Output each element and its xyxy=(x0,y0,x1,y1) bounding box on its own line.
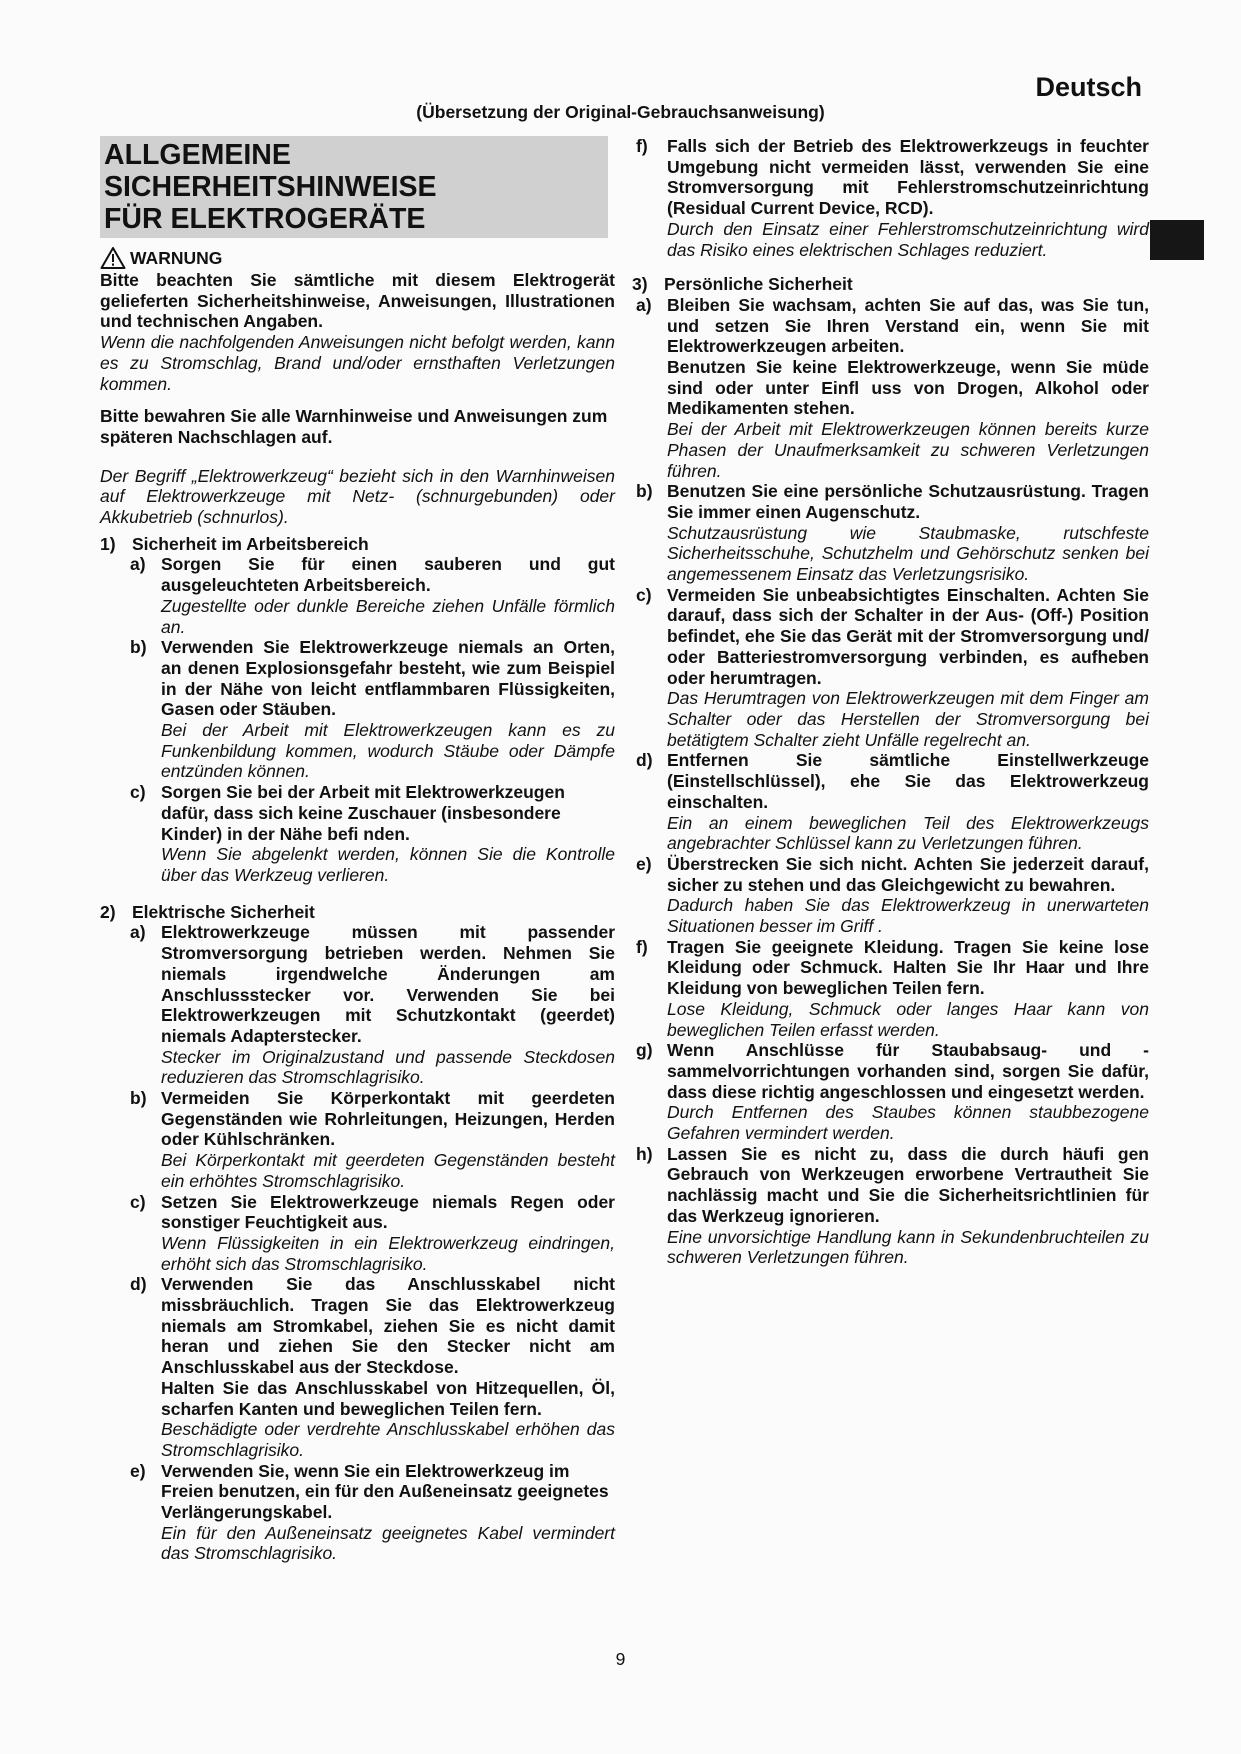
section-1-title: 1) Sicherheit im Arbeitsbereich xyxy=(100,533,369,554)
list-item: c) Vermeiden Sie unbeabsichtigtes Einschalten. Achten Sie darauf, dass sich der Schalter in der Aus- (Off-) Position befindet, ehe Sie das Gerät mit der Stromversorgung und/ oder Batteriestromversorgung verbinden, es aufheben oder herumtragen. Das Herumtragen von Elektrowerkzeugen mit dem Finger am Schalter oder das Herstellen der Stromversorgung bei betätigtem Schalter zieht Unfälle regelrecht an. xyxy=(636,584,1149,750)
warning-triangle-icon xyxy=(100,246,126,270)
list-item: d) Verwenden Sie das Anschlusskabel nicht missbräuchlich. Tragen Sie das Elektrowerkzeug niemals am Stromkabel, ziehen Sie es nicht damit heran und ziehen Sie den Stecker nicht am Anschlusskabel aus der Steckdose. Halten Sie das Anschlusskabel von Hitzequellen, Öl, scharfen Kanten und beweglichen Teilen fern. Beschädigte oder verdrehte Anschlusskabel erhöhen das Stromschlagrisiko. xyxy=(130,1274,615,1460)
right-column xyxy=(632,136,1149,1268)
list-item: a) Elektrowerkzeuge müssen mit passender Stromversorgung betrieben werden. Nehmen Sie niemals irgendwelche Änderungen am Anschlussstecker vor. Verwenden Sie bei Elektrowerkzeugen mit Schutzkontakt (geerdet) niemals Adapterstecker. Stecker im Originalzustand und passende Steckdosen reduzieren das Stromschlagrisiko. xyxy=(130,922,615,1088)
list-item: h) Lassen Sie es nicht zu, dass die durch häufi gen Gebrauch von Werkzeugen erworbene Vertrautheit Sie nachlässig macht und Sie die Sicherheitsrichtlinien für das Werkzeug ignorieren. Eine unvorsichtige Handlung kann in Sekundenbruchteilen zu schweren Verletzungen führen. xyxy=(636,1143,1149,1268)
section-tab-marker xyxy=(1150,220,1204,260)
keep-instructions-notice: Bitte bewahren Sie alle Warnhinweise und Anweisungen zum späteren Nachschlagen auf. xyxy=(100,406,608,447)
list-item: e) Verwenden Sie, wenn Sie ein Elektrowerkzeug im Freien benutzen, ein für den Außeneinsatz geeignetes Verlängerungskabel. Ein für den Außeneinsatz geeignetes Kabel vermindert das Stromschlagrisiko. xyxy=(130,1460,615,1564)
list-item: c) Setzen Sie Elektrowerkzeuge niemals Regen oder sonstiger Feuchtigkeit aus. Wenn Flüssigkeiten in ein Elektrowerkzeug eindringen, erhöht sich das Stromschlagrisiko. xyxy=(130,1191,615,1274)
warning-text: Bitte beachten Sie sämtliche mit diesem Elektrogerät gelieferten Sicherheitshinweise, Anweisungen, Illustrationen und technischen Angaben. xyxy=(100,270,615,332)
list-item: b) Vermeiden Sie Körperkontakt mit geerdeten Gegenständen wie Rohrleitungen, Heizungen, Herden oder Kühlschränken. Bei Körperkontakt mit geerdeten Gegenständen besteht ein erhöhtes Stromschlagrisiko. xyxy=(130,1088,615,1191)
list-item: a) Bleiben Sie wachsam, achten Sie auf das, was Sie tun, und setzen Sie Ihren Verstand ein, wenn Sie mit Elektrowerkzeugen arbeiten. Benutzen Sie keine Elektrowerkzeuge, wenn Sie müde sind oder unter Einfl uss von Drogen, Alkohol oder Medikamenten stehen. Bei der Arbeit mit Elektrowerkzeugen können bereits kurze Phasen der Unaufmerksamkeit zu schweren Verletzungen führen. xyxy=(636,294,1149,481)
list-item: f) Falls sich der Betrieb des Elektrowerkzeugs in feuchter Umgebung nicht vermeiden lässt, verwenden Sie eine Stromversorgung mit Fehlerstromschutzeinrichtung (Residual Current Device, RCD). Durch den Einsatz einer Fehlerstromschutzeinrichtung wird das Risiko eines elektrischen Schlages reduziert. xyxy=(636,136,1149,260)
page-number: 9 xyxy=(615,1649,626,1669)
heading-line-1: ALLGEMEINE SICHERHEITSHINWEISE xyxy=(104,139,437,203)
list-item: g) Wenn Anschlüsse für Staubabsaug- und -sammelvorrichtungen vorhanden sind, sorgen Sie dafür, dass diese richtig angeschlossen und eingesetzt werden. Durch Entfernen des Staubes können staubbezogene Gefahren vermindert werden. xyxy=(636,1040,1149,1144)
list-item: d) Entfernen Sie sämtliche Einstellwerkzeuge (Einstellschlüssel), ehe Sie das Elektrowerkzeug einschalten. Ein an einem beweglichen Teil des Elektrowerkzeugs angebrachter Schlüssel kann zu Verletzungen führen. xyxy=(636,750,1149,854)
list-item: b) Verwenden Sie Elektrowerkzeuge niemals an Orten, an denen Explosionsgefahr besteht, wie zum Beispiel in der Nähe von leicht entflammbaren Flüssigkeiten, Gasen oder Stäuben. Bei der Arbeit mit Elektrowerkzeugen kann es zu Funkenbildung kommen, wodurch Stäube oder Dämpfe entzünden können. xyxy=(130,637,615,782)
section-2-title: 2) Elektrische Sicherheit xyxy=(100,901,315,922)
list-item: c) Sorgen Sie bei der Arbeit mit Elektrowerkzeugen dafür, dass sich keine Zuschauer (insbesondere Kinder) in der Nähe befi nden. Wenn Sie abgelenkt werden, können Sie die Kontrolle über das Werkzeug verlieren. xyxy=(130,782,615,885)
list-item: e) Überstrecken Sie sich nicht. Achten Sie jederzeit darauf, sicher zu stehen und das Gleichgewicht zu bewahren. Dadurch haben Sie das Elektrowerkzeug in unerwarteten Situationen besser im Griff . xyxy=(636,853,1149,937)
list-item: a) Sorgen Sie für einen sauberen und gut ausgeleuchteten Arbeitsbereich. Zugestellte oder dunkle Bereiche ziehen Unfälle förmlich an. xyxy=(130,554,615,637)
section-heading xyxy=(100,136,608,238)
language-label: Deutsch xyxy=(1035,72,1142,102)
warning-header xyxy=(100,246,615,270)
left-column xyxy=(100,136,615,1564)
power-tool-term-note: Der Begriff „Elektrowerkzeug“ bezieht sich in den Warnhinweisen auf Elektrowerkzeuge mit Netz- (schnurgebunden) oder Akkubetrieb (schnurlos). xyxy=(100,465,615,528)
list-item: f) Tragen Sie geeignete Kleidung. Tragen Sie keine lose Kleidung oder Schmuck. Halten Sie Ihr Haar und Ihre Kleidung von beweglichen Teilen fern. Lose Kleidung, Schmuck oder langes Haar kann von beweglichen Teilen erfasst werden. xyxy=(636,936,1149,1040)
warning-consequence: Wenn die nachfolgenden Anweisungen nicht befolgt werden, kann es zu Stromschlag, Brand und/oder ernsthaften Verletzungen kommen. xyxy=(100,332,615,394)
translation-subtitle: (Übersetzung der Original-Gebrauchsanweisung) xyxy=(416,102,825,122)
heading-line-2: FÜR ELEKTROGERÄTE xyxy=(104,203,426,235)
list-item: b) Benutzen Sie eine persönliche Schutzausrüstung. Tragen Sie immer einen Augenschutz. Schutzausrüstung wie Staubmaske, rutschfeste Sicherheitsschuhe, Schutzhelm und Gehörschutz senken bei angemessenem Einsatz das Verletzungsrisiko. xyxy=(636,481,1149,585)
section-3-title: 3) Persönliche Sicherheit xyxy=(632,274,853,295)
warning-label: WARNUNG xyxy=(130,247,223,268)
